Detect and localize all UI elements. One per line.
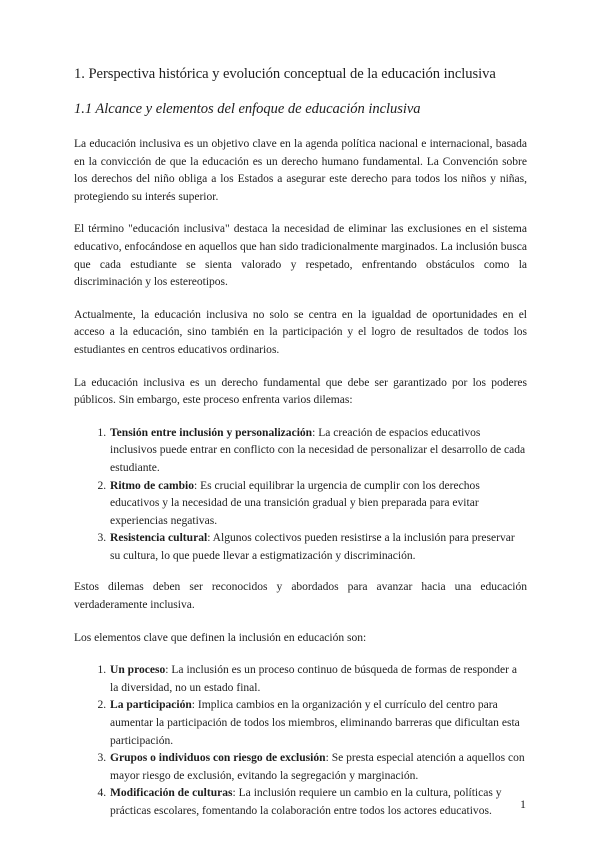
list-item (109, 785, 527, 820)
list-item (109, 750, 527, 785)
section-heading: 1. Perspectiva histórica y evolución conceptual de la educación inclusiva (74, 66, 496, 82)
list-item (109, 662, 527, 697)
list-item-text: : Algunos colectivos pueden resistirse a la inclusión para preservar su cultura, lo que puede llevar a estigmatización y discriminación. (110, 532, 515, 562)
list-item (109, 697, 527, 750)
list-item-text: : Implica cambios en la organización y el currículo del centro para aumentar la participación de todos los miembros, eliminando barreras que dificultan esta participación. (110, 699, 520, 747)
list-item-text: : La creación de espacios educativos inclusivos puede entrar en conflicto con la necesidad de personalizar el desarrollo de cada estudiante. (110, 426, 526, 474)
list-item-term: Resistencia cultural (110, 532, 208, 545)
paragraph-intro: La educación inclusiva es un objetivo clave en la agenda política nacional e internacional, basada en la convicción de que la educación es un derecho humano fundamental. La Convención sobre los derechos del niño obliga a los Estados a asegurar este derecho para todos los niños y niñas, protegiendo su interés superior. (74, 138, 527, 203)
paragraph-current-focus: Actualmente, la educación inclusiva no solo se centra en la igualdad de oportunidades en el acceso a la educación, sino también en la participación y el logro de resultados de todos los estudiantes en centros educativos ordinarios. (74, 308, 527, 356)
list-item-text: : Es crucial equilibrar la urgencia de cumplir con los derechos educativos y la necesidad de una transición gradual y bien preparada para evitar experiencias negativas. (110, 479, 480, 527)
dilemmas-list (74, 425, 527, 566)
subsection-heading: 1.1 Alcance y elementos del enfoque de educación inclusiva (74, 101, 421, 117)
paragraph-dilemmas-intro: La educación inclusiva es un derecho fundamental que debe ser garantizado por los poderes públicos. Sin embargo, este proceso enfrenta varios dilemas: (74, 376, 527, 407)
page-number: 1 (520, 797, 526, 811)
list-item-term: Ritmo de cambio (110, 479, 195, 492)
list-item (109, 530, 527, 565)
elements-list (74, 662, 527, 820)
list-item-term: Tensión entre inclusión y personalización (110, 426, 313, 439)
paragraph-term-definition: El término "educación inclusiva" destaca la necesidad de eliminar las exclusiones en el sistema educativo, enfocándose en aquellos que han sido tradicionalmente marginados. La inclusión busca que cada estudiante se sienta valorado y respetado, enfrentando obstáculos como la discriminación y los estereotipos. (74, 223, 527, 289)
list-item-term: Grupos o individuos con riesgo de exclusión (110, 752, 326, 765)
list-item-text: : Se presta especial atención a aquellos con mayor riesgo de exclusión, evitando la segregación y marginación. (110, 752, 525, 782)
list-item-term: Un proceso (110, 664, 166, 677)
list-item-term: La participación (110, 699, 192, 712)
list-item (109, 478, 527, 531)
list-item-text: : La inclusión requiere un cambio en la cultura, políticas y prácticas escolares, fomentando la colaboración entre todos los actores educativos. (110, 787, 502, 817)
paragraph-elements-intro: Los elementos clave que definen la inclusión en educación son: (74, 631, 367, 644)
list-item-text: : La inclusión es un proceso continuo de búsqueda de formas de responder a la diversidad, no un estado final. (110, 664, 518, 694)
list-item (109, 425, 527, 478)
list-item-term: Modificación de culturas (110, 787, 233, 800)
paragraph-after-dilemmas: Estos dilemas deben ser reconocidos y abordados para avanzar hacia una educación verdaderamente inclusiva. (74, 581, 527, 612)
